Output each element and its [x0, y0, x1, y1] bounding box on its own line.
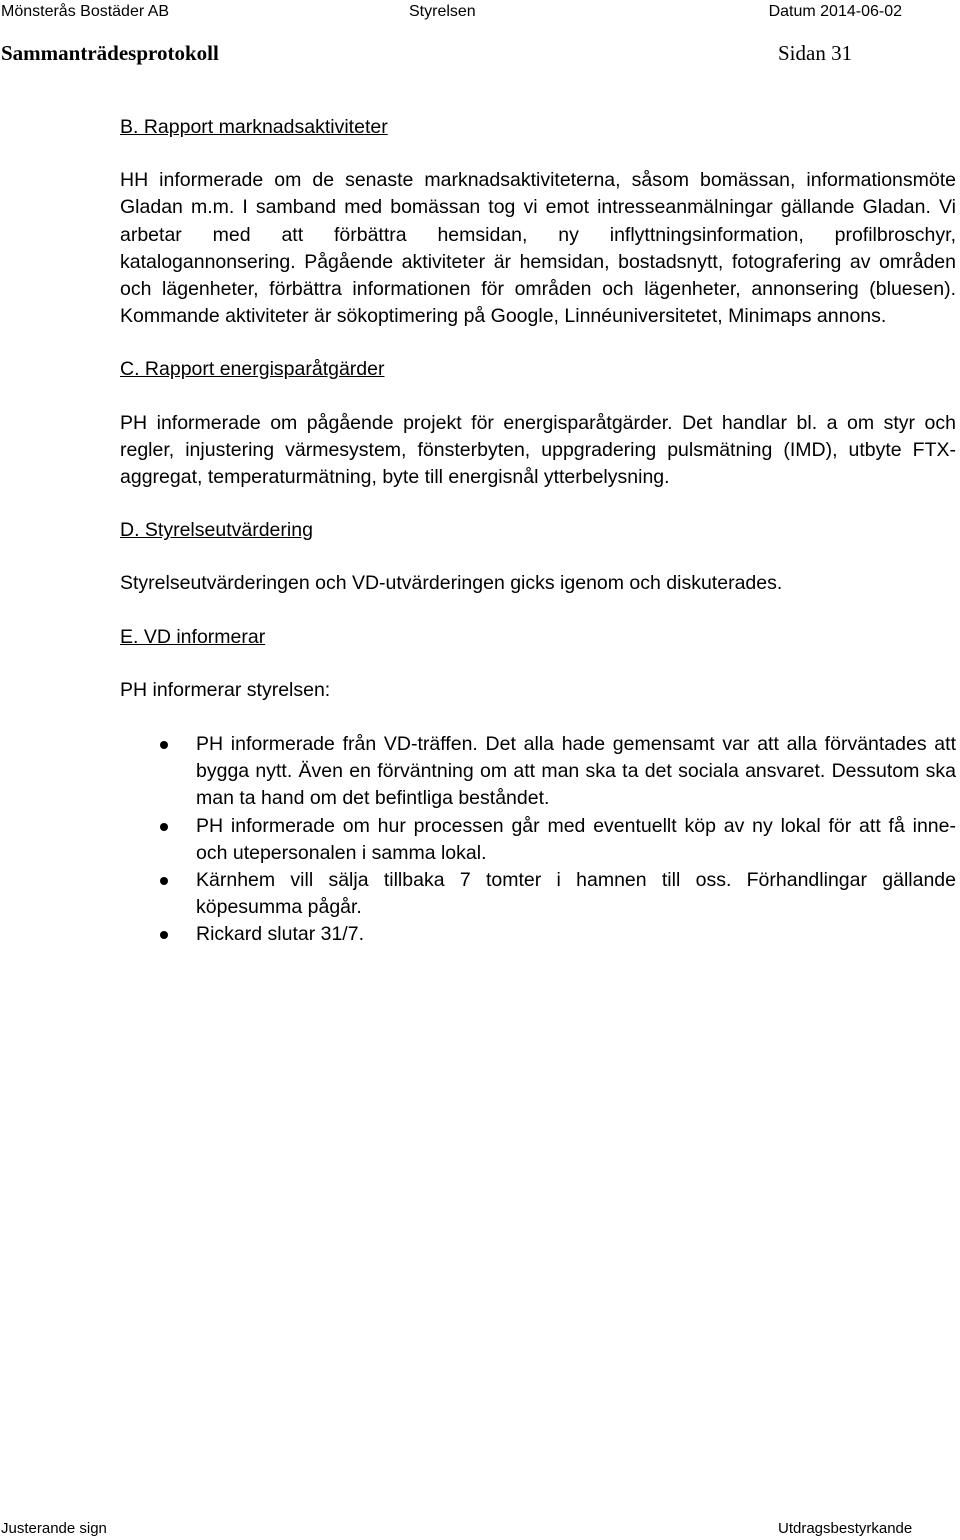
spacer — [120, 491, 956, 517]
spacer — [120, 704, 956, 731]
header-date: Datum 2014-06-02 — [768, 3, 902, 20]
document-title: Sammanträdesprotokoll — [1, 41, 219, 65]
spacer — [120, 330, 956, 356]
page-header — [0, 0, 960, 24]
list-item — [120, 813, 956, 867]
section-e-heading: E. VD informerar — [120, 625, 266, 648]
list-item — [120, 867, 956, 921]
header-organization: Mönsterås Bostäder AB — [1, 3, 170, 20]
list-item-text: Rickard slutar 31/7. — [196, 923, 364, 946]
document-body — [120, 114, 956, 949]
spacer — [120, 141, 956, 167]
section-c-text: PH informerade om pågående projekt för energisparåtgärder. Det handlar bl. a om styr och regler, injustering värmesystem, fönsterbyten, uppgradering pulsmätning (IMD), utbyte FTX-aggregat, temperaturmätning, byte till energisnål ytterbelysning. — [120, 411, 956, 489]
list-item-text: PH informerade om hur processen går med eventuellt köp av ny lokal för att få inne- och utepersonalen i samma lokal. — [196, 814, 956, 864]
section-b-text: HH informerade om de senaste marknadsaktiviteterna, såsom bomässan, informationsmöte Gladan m.m. I samband med bomässan tog vi emot intresseanmälningar gällande Gladan. Vi arbetar med att förbättra hemsidan, ny inflyttningsinformation, profilbroschyr, katalogannonsering. Pågående aktiviteter är hemsidan, bostadsnytt, fotografering av områden och lägenheter, förbättra informationen för områden och lägenheter, annonsering (bluesen). Kommande aktiviteter är sökoptimering på Google, Linnéuniversitetet, Minimaps annons. — [120, 169, 956, 328]
page-footer — [0, 1520, 960, 1540]
section-d-text: Styrelseutvärderingen och VD-utvärderingen gicks igenom och diskuterades. — [120, 572, 783, 595]
spacer — [120, 651, 956, 677]
section-d-heading: D. Styrelseutvärdering — [120, 519, 313, 542]
footer-certification-label: Utdragsbestyrkande — [778, 1520, 913, 1537]
page-number: Sidan 31 — [778, 41, 853, 65]
header-board: Styrelsen — [409, 3, 476, 20]
list-item-text: Kärnhem vill sälja tillbaka 7 tomter i hamnen till oss. Förhandlingar gällande köpesumma pågår. — [196, 869, 956, 919]
spacer — [120, 384, 956, 410]
section-e-intro: PH informerar styrelsen: — [120, 678, 331, 701]
title-row — [0, 38, 960, 68]
bullet-icon — [160, 823, 168, 831]
list-item — [120, 921, 956, 948]
section-b-heading: B. Rapport marknadsaktiviteter — [120, 116, 388, 138]
bullet-icon — [160, 741, 168, 749]
spacer — [120, 544, 956, 570]
bullet-icon — [160, 931, 168, 939]
bullet-icon — [160, 877, 168, 885]
section-c-heading: C. Rapport energisparåtgärder — [120, 358, 385, 381]
section-e-list — [120, 731, 956, 949]
list-item-text: PH informerade från VD-träffen. Det alla hade gemensamt var att alla förväntades att bygga nytt. Även en förväntning om att man ska ta det sociala ansvaret. Dessutom ska man ta hand om det befintliga beståndet. — [196, 733, 956, 810]
list-item — [120, 731, 956, 813]
footer-signature-label: Justerande sign — [1, 1520, 107, 1537]
spacer — [120, 598, 956, 624]
